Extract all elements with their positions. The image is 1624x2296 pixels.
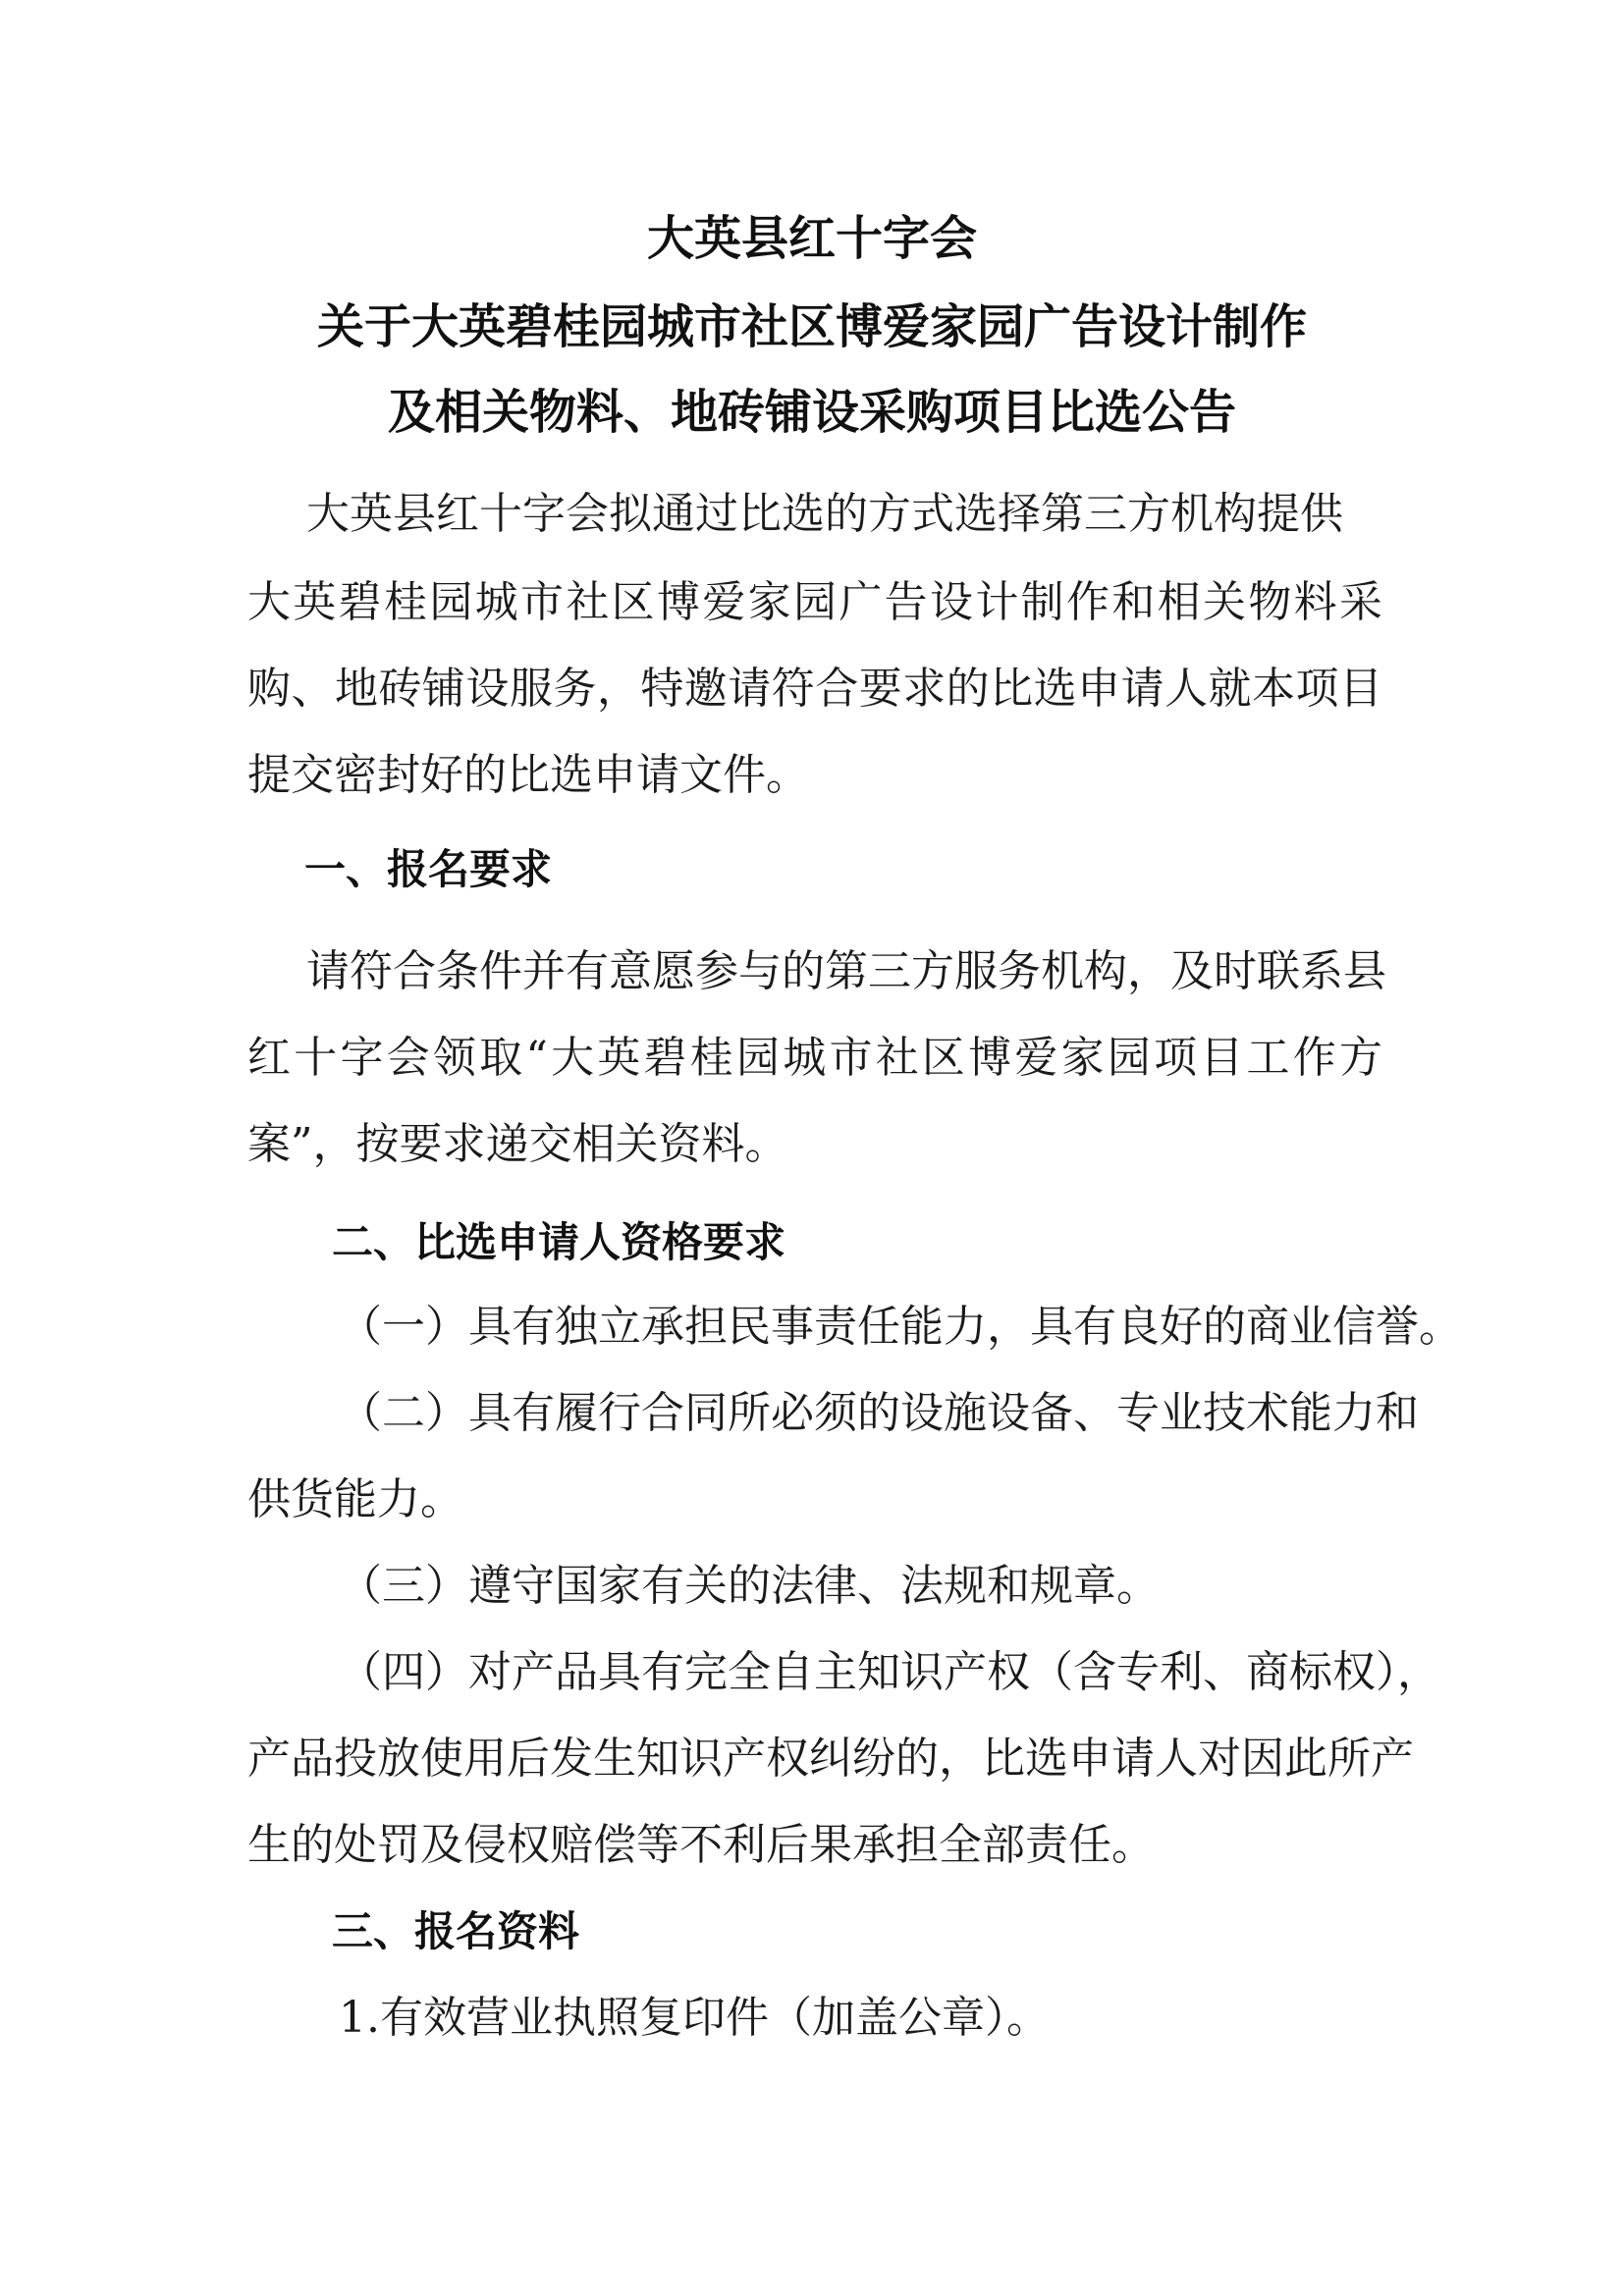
- section-3-item-1: 1.有效营业执照复印件（加盖公章）。: [339, 1993, 1050, 2043]
- document-title-line-3: 及相关物料、地砖铺设采购项目比选公告: [387, 385, 1236, 440]
- document-title-organization: 大英县红十字会: [646, 211, 977, 266]
- section-2-item-2: （二）具有履行合同所必须的设施设备、专业技术能力和: [339, 1388, 1419, 1438]
- intro-paragraph-line-4: 提交密封好的比选申请文件。: [247, 750, 809, 800]
- section-1-heading: 一、报名要求: [304, 845, 553, 893]
- section-2-heading: 二、比选申请人资格要求: [332, 1218, 786, 1266]
- section-3-heading: 三、报名资料: [332, 1907, 580, 1955]
- section-2-item-2-continued: 供货能力。: [247, 1474, 463, 1524]
- section-1-line-1: 请符合条件并有意愿参与的第三方服务机构，及时联系县: [306, 946, 1386, 996]
- section-2-item-3: （三）遵守国家有关的法律、法规和规章。: [339, 1561, 1160, 1611]
- section-1-line-3: 案”，按要求递交相关资料。: [247, 1119, 788, 1169]
- intro-paragraph-line-3: 购、地砖铺设服务，特邀请符合要求的比选申请人就本项目: [247, 664, 1382, 714]
- section-2-item-4-continued-2: 生的处罚及侵权赔偿等不利后果承担全部责任。: [247, 1820, 1155, 1870]
- intro-paragraph-line-2: 大英碧桂园城市社区博爱家园广告设计制作和相关物料采: [247, 577, 1382, 627]
- document-title-line-2: 关于大英碧桂园城市社区博爱家园广告设计制作: [316, 299, 1307, 354]
- section-2-item-4-continued-1: 产品投放使用后发生知识产权纠纷的，比选申请人对因此所产: [247, 1734, 1414, 1784]
- intro-paragraph-line-1: 大英县红十字会拟通过比选的方式选择第三方机构提供: [306, 489, 1343, 539]
- section-2-item-4: （四）对产品具有完全自主知识产权（含专利、商标权），: [339, 1647, 1440, 1697]
- section-1-line-2: 红十字会领取“大英碧桂园城市社区博爱家园项目工作方: [247, 1033, 1382, 1083]
- section-2-item-1: （一）具有独立承担民事责任能力，具有良好的商业信誉。: [339, 1302, 1462, 1352]
